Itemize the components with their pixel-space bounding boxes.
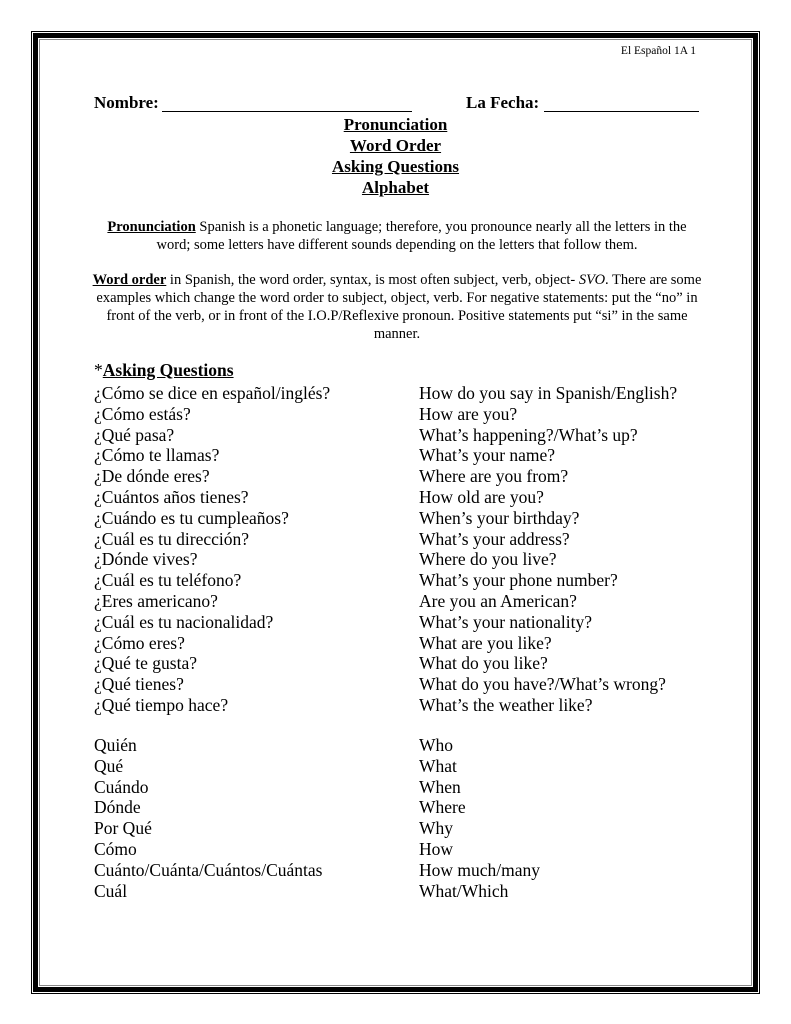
english-translation: Who bbox=[419, 735, 454, 755]
list-item bbox=[94, 839, 714, 860]
word-order-lead: Word order bbox=[92, 272, 167, 288]
spanish-phrase: Cómo bbox=[94, 838, 137, 859]
spanish-phrase: Qué bbox=[94, 755, 124, 776]
english-translation: How bbox=[419, 838, 454, 859]
list-item bbox=[94, 570, 714, 591]
english-translation: What’s the weather like? bbox=[419, 694, 593, 715]
spanish-phrase: Quién bbox=[94, 735, 137, 755]
list-item bbox=[94, 797, 714, 818]
questions-list bbox=[94, 383, 714, 716]
spanish-phrase: ¿Cómo se dice en español/inglés? bbox=[94, 383, 331, 403]
spanish-phrase: ¿Cuál es tu nacionalidad? bbox=[94, 611, 274, 632]
list-item bbox=[94, 860, 714, 881]
list-item bbox=[94, 466, 714, 487]
list-item bbox=[94, 777, 714, 798]
spanish-phrase: Cuándo bbox=[94, 776, 149, 797]
english-translation: Where are you from? bbox=[419, 466, 569, 487]
spanish-phrase: ¿Qué tienes? bbox=[94, 674, 184, 695]
list-item bbox=[94, 425, 714, 446]
spanish-phrase: ¿De dónde eres? bbox=[94, 466, 210, 487]
list-item bbox=[94, 445, 714, 466]
english-translation: What do you like? bbox=[419, 653, 548, 674]
english-translation: Where bbox=[419, 797, 466, 818]
word-order-text-before: in Spanish, the word order, syntax, is most often subject, verb, object- bbox=[166, 272, 579, 288]
list-item bbox=[94, 695, 714, 716]
english-translation: When bbox=[419, 776, 461, 797]
list-item bbox=[94, 633, 714, 654]
spanish-phrase: ¿Cuántos años tienes? bbox=[94, 486, 249, 507]
spanish-phrase: ¿Cómo estás? bbox=[94, 403, 191, 424]
spanish-phrase: ¿Cuál es tu dirección? bbox=[94, 528, 250, 549]
word-order-paragraph bbox=[92, 271, 702, 343]
spanish-phrase: ¿Cómo te llamas? bbox=[94, 445, 220, 466]
title-word-order: Word Order bbox=[349, 136, 442, 155]
english-translation: What’s your nationality? bbox=[419, 611, 593, 632]
pronunciation-text: Spanish is a phonetic language; therefore, you pronounce nearly all the letters in the word; some letters have different sounds depending on the letters that follow them. bbox=[156, 219, 687, 253]
english-translation: How much/many bbox=[419, 859, 541, 880]
english-translation: When’s your birthday? bbox=[419, 507, 580, 528]
english-translation: How do you say in Spanish/English? bbox=[419, 383, 678, 403]
spanish-phrase: Por Qué bbox=[94, 818, 152, 839]
spanish-phrase: Dónde bbox=[94, 797, 141, 818]
name-label: Nombre: bbox=[94, 93, 159, 112]
list-item bbox=[94, 549, 714, 570]
spanish-phrase: ¿Cuándo es tu cumpleaños? bbox=[94, 507, 289, 528]
date-blank-line[interactable] bbox=[544, 111, 699, 112]
spanish-phrase: ¿Qué te gusta? bbox=[94, 653, 198, 674]
pronunciation-paragraph bbox=[92, 218, 702, 254]
spanish-phrase: ¿Cuál es tu teléfono? bbox=[94, 570, 242, 591]
list-item bbox=[94, 508, 714, 529]
course-header: El Español 1A 1 bbox=[620, 45, 696, 57]
question-words-list bbox=[94, 735, 714, 901]
english-translation: What do you have?/What’s wrong? bbox=[419, 674, 666, 695]
word-order-text-after: . There are some examples which change the word order to subject, object, verb. For negative statements: put the “no” in front of the verb, or in front of the I.O.P/Reflexive pronoun. Positive statements put “si” in the same manner. bbox=[96, 272, 702, 342]
title-alphabet: Alphabet bbox=[361, 178, 430, 197]
asterisk: * bbox=[94, 360, 103, 380]
spanish-phrase: ¿Eres americano? bbox=[94, 590, 218, 611]
english-translation: Are you an American? bbox=[419, 590, 577, 611]
english-translation: What’s happening?/What’s up? bbox=[419, 424, 638, 445]
section-titles bbox=[0, 114, 791, 198]
list-item bbox=[94, 591, 714, 612]
list-item bbox=[94, 881, 714, 902]
asking-questions-heading bbox=[94, 360, 234, 381]
list-item bbox=[94, 674, 714, 695]
list-item bbox=[94, 653, 714, 674]
list-item bbox=[94, 383, 714, 404]
english-translation: What’s your name? bbox=[419, 445, 556, 466]
list-item bbox=[94, 756, 714, 777]
list-item bbox=[94, 735, 714, 756]
pronunciation-lead: Pronunciation bbox=[107, 219, 196, 235]
english-translation: Where do you live? bbox=[419, 549, 557, 570]
spanish-phrase: ¿Qué tiempo hace? bbox=[94, 694, 229, 715]
english-translation: What’s your phone number? bbox=[419, 570, 618, 591]
spanish-phrase: ¿Cómo eres? bbox=[94, 632, 185, 653]
spanish-phrase: Cuánto/Cuánta/Cuántos/Cuántas bbox=[94, 859, 323, 880]
english-translation: What bbox=[419, 755, 457, 776]
spanish-phrase: Cuál bbox=[94, 880, 128, 901]
list-item bbox=[94, 818, 714, 839]
english-translation: What’s your address? bbox=[419, 528, 570, 549]
date-label: La Fecha: bbox=[466, 93, 540, 112]
asking-questions-title: Asking Questions bbox=[102, 360, 234, 380]
english-translation: How are you? bbox=[419, 403, 518, 424]
title-pronunciation: Pronunciation bbox=[343, 115, 448, 134]
english-translation: How old are you? bbox=[419, 486, 544, 507]
english-translation: What/Which bbox=[419, 880, 509, 901]
list-item bbox=[94, 404, 714, 425]
spanish-phrase: ¿Qué pasa? bbox=[94, 424, 175, 445]
list-item bbox=[94, 487, 714, 508]
spanish-phrase: ¿Dónde vives? bbox=[94, 549, 198, 570]
title-asking-questions: Asking Questions bbox=[331, 157, 460, 176]
list-item bbox=[94, 529, 714, 550]
svo-italic: SVO bbox=[578, 272, 606, 288]
english-translation: Why bbox=[419, 818, 454, 839]
list-item bbox=[94, 612, 714, 633]
english-translation: What are you like? bbox=[419, 632, 552, 653]
name-blank-line[interactable] bbox=[162, 111, 412, 112]
